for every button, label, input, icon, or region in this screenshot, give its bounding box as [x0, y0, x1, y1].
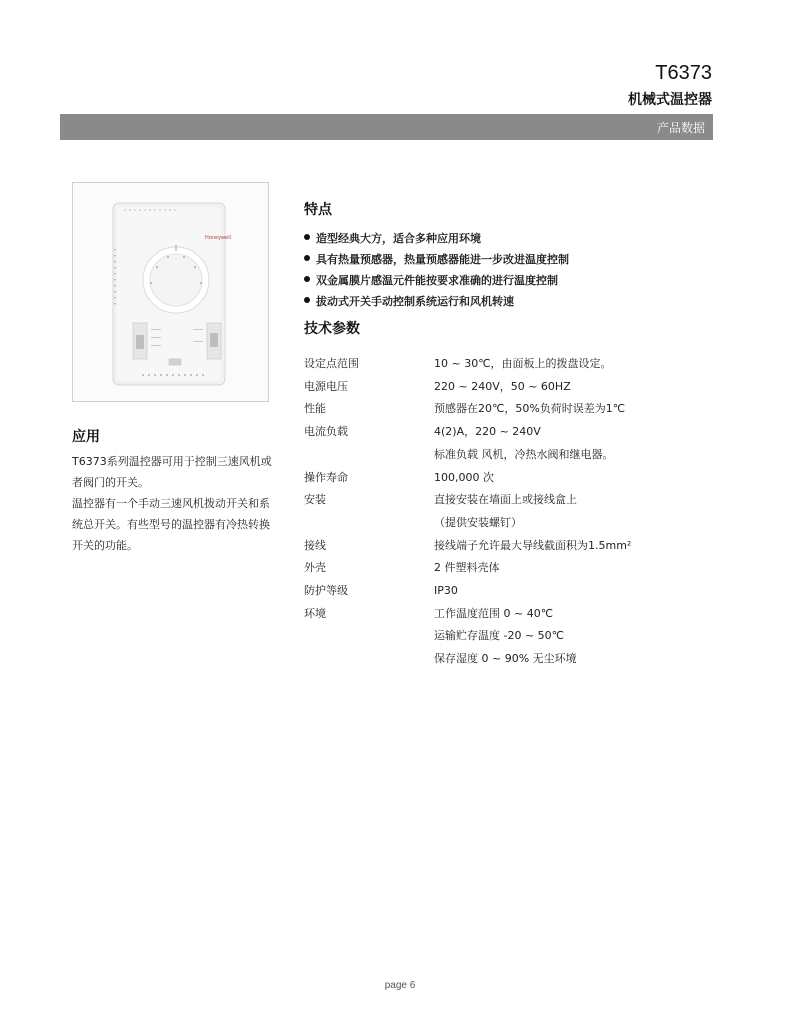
spec-value: （提供安装螺钉） [434, 515, 522, 529]
spec-label: 接线 [304, 538, 326, 552]
spec-value: 10 ~ 30℃，由面板上的拨盘设定。 [434, 357, 612, 370]
section-label: 产品数据 [656, 121, 705, 135]
spec-value: 标准负载 风机，冷热水阀和继电器。 [434, 447, 614, 461]
spec-row [304, 625, 631, 648]
application-text [72, 451, 277, 556]
spec-label: 操作寿命 [304, 470, 348, 484]
spec-row [304, 467, 631, 490]
spec-label [304, 444, 434, 467]
thermostat-illustration [73, 183, 268, 401]
spec-label [304, 512, 434, 535]
bullet-icon [304, 234, 310, 240]
features-list [304, 228, 569, 312]
bullet-icon [304, 276, 310, 282]
spec-label: 安装 [304, 493, 326, 507]
spec-value: 工作温度范围 0 ~ 40℃ [434, 606, 554, 620]
spec-row [304, 648, 631, 671]
spec-row [304, 489, 631, 512]
spec-row [304, 557, 631, 580]
product-model: T6373 [655, 62, 712, 84]
application-title: 应用 [72, 429, 100, 445]
spec-label: 环境 [304, 606, 326, 620]
spec-row [304, 398, 631, 421]
bullet-icon [304, 255, 310, 261]
feature-text: 双金属膜片感温元件能按要求准确的进行温度控制 [316, 274, 558, 287]
feature-item [304, 291, 569, 312]
features-title: 特点 [304, 202, 332, 218]
application-paragraph: 温控器有一个手动三速风机拨动开关和系统总开关。有些型号的温控器有冷热转换开关的功能。 [72, 497, 270, 552]
bullet-icon [304, 297, 310, 303]
spec-label: 电流负载 [304, 425, 348, 439]
spec-value: 100,000 次 [434, 470, 494, 484]
spec-row [304, 353, 631, 376]
feature-text: 拔动式开关手动控制系统运行和风机转速 [316, 295, 514, 308]
specs-table [304, 353, 631, 671]
spec-value: 直接安装在墙面上或接线盒上 [434, 493, 577, 507]
spec-label [304, 648, 434, 671]
spec-label: 外壳 [304, 561, 326, 575]
spec-label: 电源电压 [304, 379, 348, 393]
specs-title: 技术参数 [304, 321, 360, 337]
spec-label: 防护等级 [304, 584, 348, 598]
page-number: page 6 [384, 980, 416, 991]
spec-value: IP30 [434, 584, 458, 598]
section-bar [60, 114, 713, 140]
spec-value: 保存湿度 0 ~ 90% 无尘环境 [434, 652, 577, 666]
feature-item [304, 228, 569, 249]
feature-item [304, 270, 569, 291]
spec-row [304, 512, 631, 535]
spec-label: 设定点范围 [304, 357, 359, 370]
brand-logo: Honeywell [205, 235, 231, 241]
spec-value: 运输贮存温度 -20 ~ 50℃ [434, 629, 565, 643]
spec-row [304, 376, 631, 399]
spec-row [304, 535, 631, 558]
feature-item [304, 249, 569, 270]
feature-text: 造型经典大方，适合多种应用环境 [316, 232, 481, 245]
spec-row [304, 444, 631, 467]
spec-label: 性能 [304, 402, 326, 416]
spec-value: 预感器在20℃，50%负荷时误差为1℃ [434, 402, 626, 416]
spec-value: 220 ~ 240V，50 ~ 60HZ [434, 379, 571, 393]
spec-label [304, 625, 434, 648]
spec-value: 4(2)A，220 ~ 240V [434, 425, 541, 439]
feature-text: 具有热量预感器，热量预感器能进一步改进温度控制 [316, 253, 569, 266]
spec-row [304, 580, 631, 603]
product-photo [72, 182, 269, 402]
spec-value: 接线端子允许最大导线截面积为1.5mm² [434, 538, 632, 552]
product-subtitle: 机械式温控器 [628, 92, 712, 108]
application-paragraph: T6373系列温控器可用于控制三速风机或者阀门的开关。 [72, 455, 272, 489]
spec-row [304, 421, 631, 444]
spec-row [304, 603, 631, 626]
spec-value: 2 件塑料壳体 [434, 561, 500, 575]
